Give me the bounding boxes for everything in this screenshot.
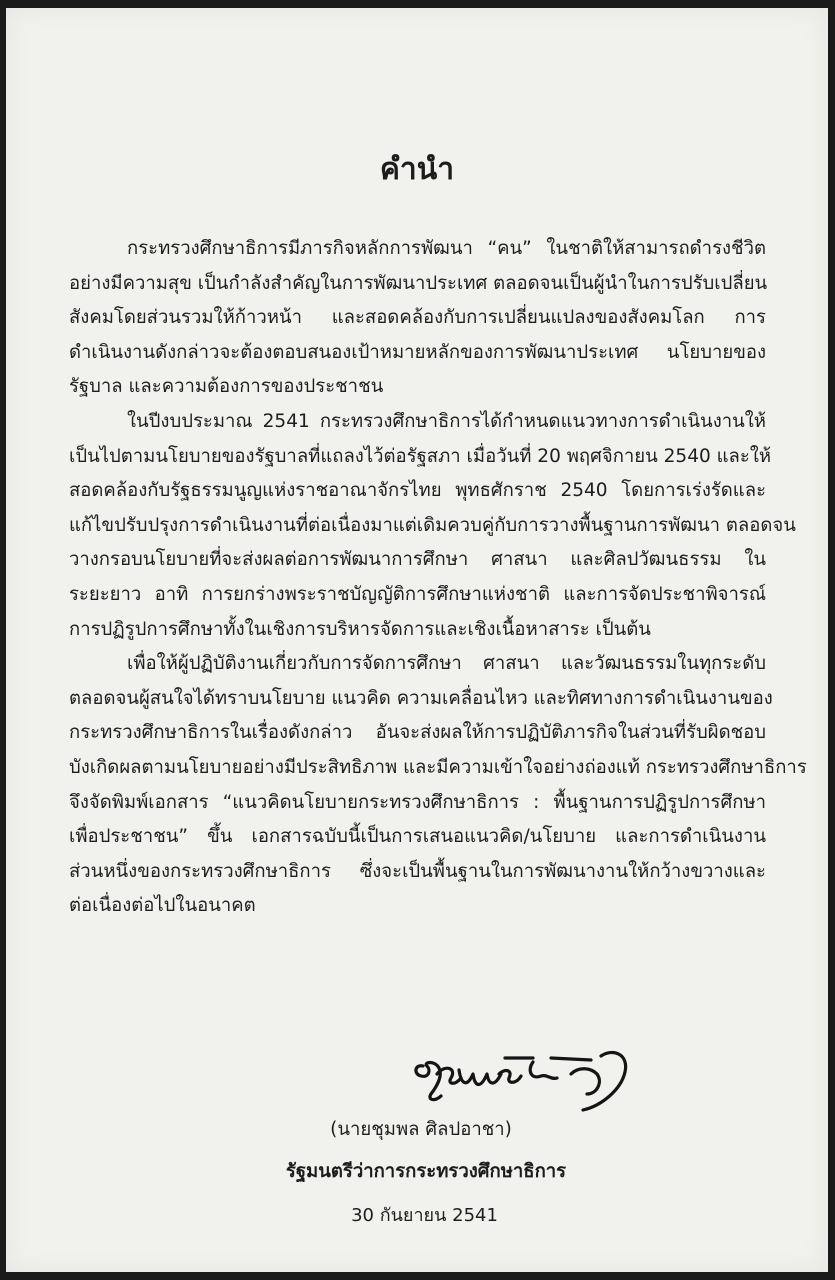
text-line: ต่อเนื่องต่อไปในอนาคต: [69, 895, 256, 917]
signature-date: 30 กันยายน 2541: [351, 1205, 498, 1226]
text-line: ในปีงบประมาณ 2541 กระทรวงศึกษาธิการได้กำหนดแนวทางการดำเนินงานให้: [127, 410, 766, 432]
text-line: บังเกิดผลตามนโยบายอย่างมีประสิทธิภาพ และมีความเข้าใจอย่างถ่องแท้ กระทรวงศึกษาธิการ: [69, 756, 807, 778]
text-line: ส่วนหนึ่งของกระทรวงศึกษาธิการ ซึ่งจะเป็นพื้นฐานในการพัฒนางานให้กว้างขวางและ: [69, 860, 766, 882]
paragraph-1: [69, 232, 766, 405]
paragraph-3: [69, 647, 807, 924]
document-page: [6, 8, 828, 1272]
signatory-name: (นายชุมพล ศิลปอาชา): [330, 1119, 512, 1140]
text-line: การปฏิรูปการศึกษาทั้งในเชิงการบริหารจัดการและเชิงเนื้อหาสาระ เป็นต้น: [69, 618, 651, 640]
text-line: กระทรวงศึกษาธิการในเรื่องดังกล่าว อันจะส่งผลให้การปฏิบัติภารกิจในส่วนที่รับผิดชอบ: [69, 722, 766, 744]
signatory-position: รัฐมนตรีว่าการกระทรวงศึกษาธิการ: [285, 1161, 567, 1182]
text-line: เป็นไปตามนโยบายของรัฐบาลที่แถลงไว้ต่อรัฐสภา เมื่อวันที่ 20 พฤศจิกายน 2540 และให้: [69, 445, 772, 467]
text-line: ดำเนินงานดังกล่าวจะต้องตอบสนองเป้าหมายหลักของการพัฒนาประเทศ นโยบายของ: [69, 341, 766, 363]
text-line: เพื่อประชาชน” ขึ้น เอกสารฉบับนี้เป็นการเสนอแนวคิด/นโยบาย และการดำเนินงาน: [69, 826, 766, 848]
text-line: ระยะยาว อาทิ การยกร่างพระราชบัญญัติการศึกษาแห่งชาติ และการจัดประชาพิจารณ์: [69, 583, 766, 605]
handwritten-signature: [401, 1044, 641, 1114]
page-title: คำนำ: [379, 152, 455, 187]
text-line: จึงจัดพิมพ์เอกสาร “แนวคิดนโยบายกระทรวงศึกษาธิการ : พื้นฐานการปฏิรูปการศึกษา: [69, 791, 766, 813]
text-line: เพื่อให้ผู้ปฏิบัติงานเกี่ยวกับการจัดการศึกษา ศาสนา และวัฒนธรรมในทุกระดับ: [127, 653, 766, 675]
text-line: สังคมโดยส่วนรวมให้ก้าวหน้า และสอดคล้องกับการเปลี่ยนแปลงของสังคมโลก การ: [69, 307, 766, 329]
text-line: วางกรอบนโยบายที่จะส่งผลต่อการพัฒนาการศึกษา ศาสนา และศิลปวัฒนธรรม ใน: [69, 549, 766, 571]
text-line: อย่างมีความสุข เป็นกำลังสำคัญในการพัฒนาประเทศ ตลอดจนเป็นผู้นำในการปรับเปลี่ยน: [69, 272, 768, 294]
text-line: รัฐบาล และความต้องการของประชาชน: [69, 376, 384, 398]
paragraph-2: [69, 405, 796, 647]
text-line: สอดคล้องกับรัฐธรรมนูญแห่งราชอาณาจักรไทย พุทธศักราช 2540 โดยการเร่งรัดและ: [69, 480, 766, 502]
text-line: แก้ไขปรับปรุงการดำเนินงานที่ต่อเนื่องมาแต่เดิมควบคู่กับการวางพื้นฐานการพัฒนา ตลอดจน: [69, 514, 796, 536]
text-line: กระทรวงศึกษาธิการมีภารกิจหลักการพัฒนา “คน” ในชาติให้สามารถดำรงชีวิต: [127, 238, 766, 259]
document-body: [69, 232, 807, 924]
text-line: ตลอดจนผู้สนใจได้ทราบนโยบาย แนวคิด ความเคลื่อนไหว และทิศทางการดำเนินงานของ: [69, 687, 773, 709]
